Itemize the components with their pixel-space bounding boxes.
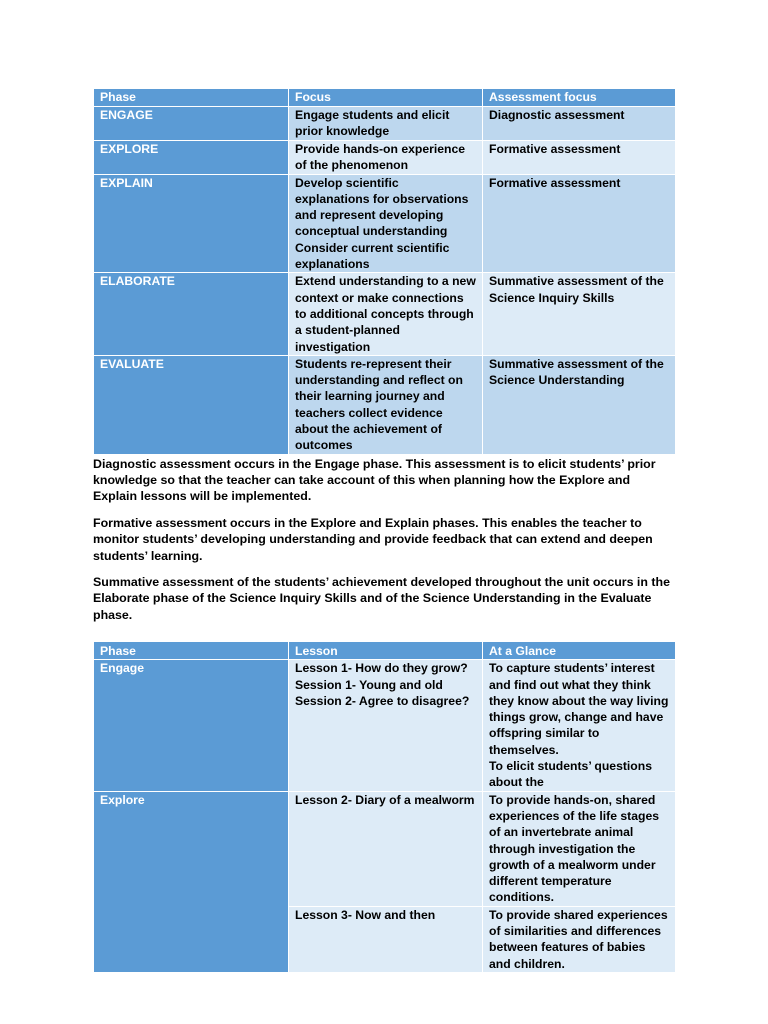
focus-cell: Students re-represent their understanding and reflect on their learning journey and teachers collect evidence about the achievement of outcomes <box>289 355 483 454</box>
focus-cell: Extend understanding to a new context or make connections to additional concepts through a student-planned investigation <box>289 273 483 355</box>
header-lesson: Lesson <box>289 642 483 660</box>
lesson-overview-table <box>93 641 676 973</box>
table-header-row <box>94 89 676 107</box>
lesson-cell: Lesson 2- Diary of a mealworm <box>289 791 483 906</box>
assessment-cell: Diagnostic assessment <box>483 107 676 141</box>
assessment-cell: Formative assessment <box>483 141 676 175</box>
document-page <box>93 88 675 973</box>
phase-cell: EXPLORE <box>94 141 289 175</box>
assessment-phase-table <box>93 88 676 455</box>
glance-line: To capture students’ interest and find out what they think they know about the way living things grow, change and have offspring similar to themselves. <box>489 661 669 757</box>
phase-cell: ENGAGE <box>94 107 289 141</box>
phase-cell: Engage <box>94 660 289 791</box>
lesson-line: Lesson 1- How do they grow? <box>295 661 468 676</box>
phase-cell: EVALUATE <box>94 355 289 454</box>
header-focus: Focus <box>289 89 483 107</box>
lesson-cell <box>289 660 483 791</box>
assessment-explanation <box>93 456 675 624</box>
header-phase: Phase <box>94 89 289 107</box>
paragraph-formative: Formative assessment occurs in the Explore and Explain phases. This enables the teacher to monitor students’ developing understanding and provide feedback that can extend and deepen students’ learning. <box>93 515 653 563</box>
table-row <box>94 107 676 141</box>
table-row <box>94 174 676 273</box>
paragraph-diagnostic: Diagnostic assessment occurs in the Engage phase. This assessment is to elicit students’ prior knowledge so that the teacher can take account of this when planning how the Explore and Explain lessons will be implemented. <box>93 456 656 504</box>
paragraph-summative: Summative assessment of the students’ achievement developed throughout the unit occurs in the Elaborate phase of the Science Inquiry Skills and of the Science Understanding in the Evaluate phase. <box>93 575 670 622</box>
focus-cell: Provide hands-on experience of the phenomenon <box>289 141 483 175</box>
focus-cell: Develop scientific explanations for observations and represent developing conceptual understanding Consider current scientific explanations <box>289 174 483 273</box>
phase-cell: EXPLAIN <box>94 174 289 273</box>
phase-cell: ELABORATE <box>94 273 289 355</box>
lesson-line: Session 2- Agree to disagree? <box>295 693 470 708</box>
assessment-cell: Formative assessment <box>483 174 676 273</box>
lesson-line: Session 1- Young and old <box>295 677 443 692</box>
glance-cell <box>483 660 676 791</box>
header-assessment-focus: Assessment focus <box>483 89 676 107</box>
assessment-cell: Summative assessment of the Science Understanding <box>483 355 676 454</box>
table-row <box>94 273 676 355</box>
lesson-cell: Lesson 3- Now and then <box>289 906 483 972</box>
table-row <box>94 141 676 175</box>
glance-line: To elicit students’ questions about the <box>489 759 652 790</box>
focus-cell: Engage students and elicit prior knowledge <box>289 107 483 141</box>
table-row <box>94 791 676 906</box>
table-row <box>94 660 676 791</box>
header-phase: Phase <box>94 642 289 660</box>
table-row <box>94 355 676 454</box>
header-at-a-glance: At a Glance <box>483 642 676 660</box>
table-header-row <box>94 642 676 660</box>
glance-cell: To provide hands-on, shared experiences of the life stages of an invertebrate animal through investigation the growth of a mealworm under different temperature conditions. <box>483 791 676 906</box>
glance-cell: To provide shared experiences of similarities and differences between features of babies and children. <box>483 906 676 972</box>
phase-cell: Explore <box>94 791 289 972</box>
assessment-cell: Summative assessment of the Science Inquiry Skills <box>483 273 676 355</box>
